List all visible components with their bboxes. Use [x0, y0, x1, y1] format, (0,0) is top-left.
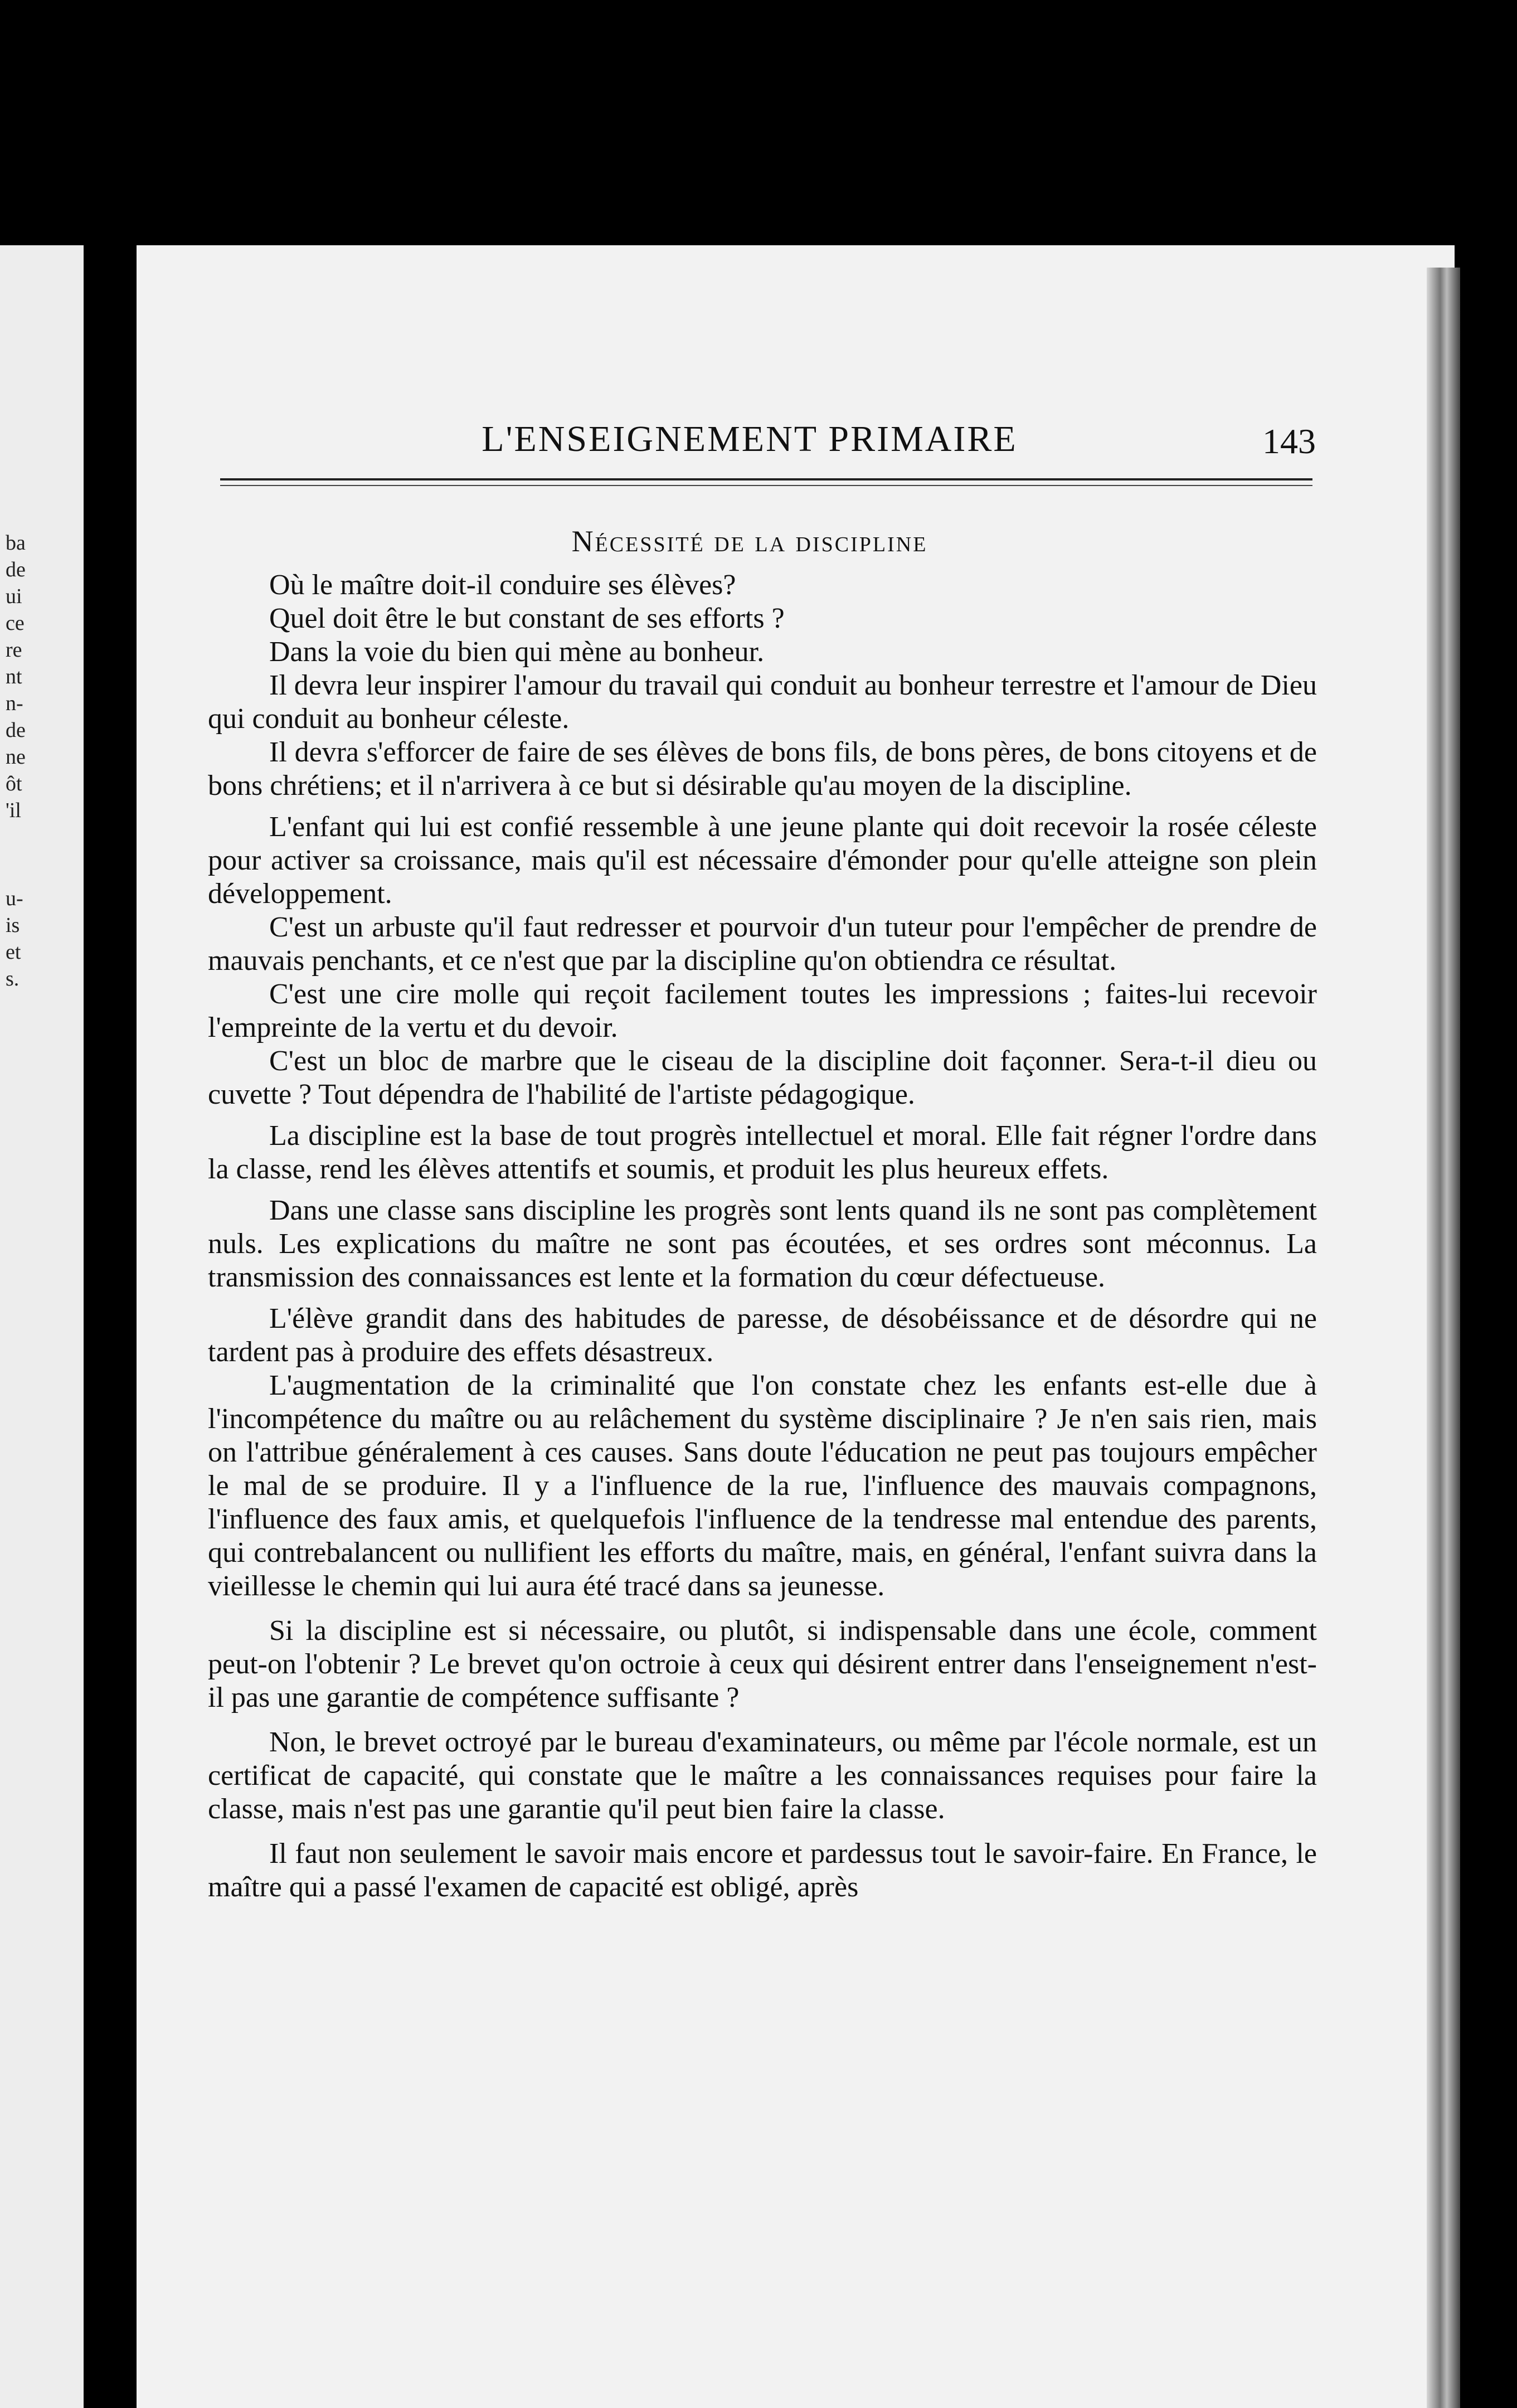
facing-page-fragment: nt [6, 665, 22, 688]
running-title: L'ENSEIGNEMENT PRIMAIRE [482, 419, 1018, 459]
facing-page-edge [0, 245, 84, 2408]
book-gutter [84, 0, 134, 2408]
paragraph: Si la discipline est si nécessaire, ou plutôt, si indispensable dans une école, comment peut-on l'obtenir ? Le brevet qu'on octroie à ceux qui désirent entrer dans l'enseignement n'est-il pas une garantie de compétence suffisante ? [208, 1615, 1317, 1713]
paragraph: Il devra s'efforcer de faire de ses élèves de bons fils, de bons pères, de bons citoyens et de bons chrétiens; et il n'arrivera à ce but si désirable qu'au moyen de la discipline. [208, 736, 1317, 802]
paragraph: C'est une cire molle qui reçoit facilement toutes les impressions ; faites-lui recevoir l'empreinte de la vertu et du devoir. [208, 978, 1317, 1043]
facing-page-fragment: de [6, 718, 26, 742]
paragraph: C'est un arbuste qu'il faut redresser et pourvoir d'un tuteur pour l'empêcher de prendre de mauvais penchants, et ce n'est que par la discipline qu'on obtiendra ce résultat. [208, 911, 1317, 977]
facing-page-fragment: ce [6, 611, 25, 635]
facing-page-fragment: ba [6, 531, 26, 555]
paragraph: Dans la voie du bien qui mène au bonheur. [269, 636, 765, 668]
facing-page-fragment: et [6, 940, 21, 964]
paragraph: Il devra leur inspirer l'amour du travail qui conduit au bonheur terrestre et l'amour de Dieu qui conduit au bonheur céleste. [208, 669, 1317, 735]
book-page [137, 245, 1455, 2408]
paragraph: C'est un bloc de marbre que le ciseau de la discipline doit façonner. Sera-t-il dieu ou cuvette ? Tout dépendra de l'habilité de l'artiste pédagogique. [208, 1045, 1317, 1110]
facing-page-fragment: re [6, 638, 22, 662]
paragraph: Où le maître doit-il conduire ses élèves? [269, 569, 736, 601]
header-rule-thin [220, 485, 1312, 486]
paragraph: La discipline est la base de tout progrès intellectuel et moral. Elle fait régner l'ordre dans la classe, rend les élèves attentifs et soumis, et produit les plus heureux effets. [208, 1120, 1317, 1185]
paragraph: Quel doit être le but constant de ses efforts ? [269, 603, 785, 634]
facing-page-fragment: u- [6, 887, 23, 910]
paragraph: L'augmentation de la criminalité que l'on constate chez les enfants est-elle due à l'incompétence du maître ou au relâchement du système disciplinaire ? Je n'en sais rien, mais on l'attribue généralement à ces causes. Sans doute l'éducation ne peut pas toujours empêcher le mal de se produire. Il y a l'influence de la rue, l'influence des mauvais compagnons, l'influence des faux amis, et quelquefois l'influence de la tendresse mal entendue des parents, qui contrebalancent ou nullifient les efforts du maître, mais, en général, l'enfant suivra dans la vieillesse le chemin qui lui aura été tracé dans sa jeunesse. [208, 1370, 1317, 1602]
page-stack-edge [1427, 268, 1460, 2408]
header-rule [220, 478, 1312, 480]
body-text [208, 569, 1317, 1904]
section-title: Nécessité de la discipline [571, 525, 928, 558]
facing-page-fragment: ne [6, 745, 26, 769]
facing-page-fragment: s. [6, 967, 20, 991]
facing-page-fragment: de [6, 558, 26, 581]
facing-page-fragment: n- [6, 692, 23, 715]
paragraph: L'enfant qui lui est confié ressemble à une jeune plante qui doit recevoir la rosée céleste pour activer sa croissance, mais qu'il est nécessaire d'émonder pour qu'elle atteigne son plein développement. [208, 811, 1317, 910]
page-number: 143 [1262, 421, 1316, 461]
paragraph: Il faut non seulement le savoir mais encore et pardessus tout le savoir-faire. En France, le maître qui a passé l'examen de capacité est obligé, après [208, 1838, 1317, 1903]
paragraph: Non, le brevet octroyé par le bureau d'examinateurs, ou même par l'école normale, est un certificat de capacité, qui constate que le maître a les connaissances requises pour faire la classe, mais n'est pas une garantie qu'il peut bien faire la classe. [208, 1726, 1317, 1825]
paragraph: Dans une classe sans discipline les progrès sont lents quand ils ne sont pas complètement nuls. Les explications du maître ne sont pas écoutées, et ses ordres sont méconnus. La transmission des connaissances est lente et la formation du cœur défectueuse. [208, 1195, 1317, 1293]
facing-page-fragment: is [6, 914, 20, 937]
facing-page-fragment: ôt [6, 772, 22, 795]
facing-page-fragment: ui [6, 585, 22, 608]
paragraph: L'élève grandit dans des habitudes de paresse, de désobéissance et de désordre qui ne tardent pas à produire des effets désastreux. [208, 1303, 1317, 1368]
facing-page-fragment: 'il [6, 799, 21, 822]
